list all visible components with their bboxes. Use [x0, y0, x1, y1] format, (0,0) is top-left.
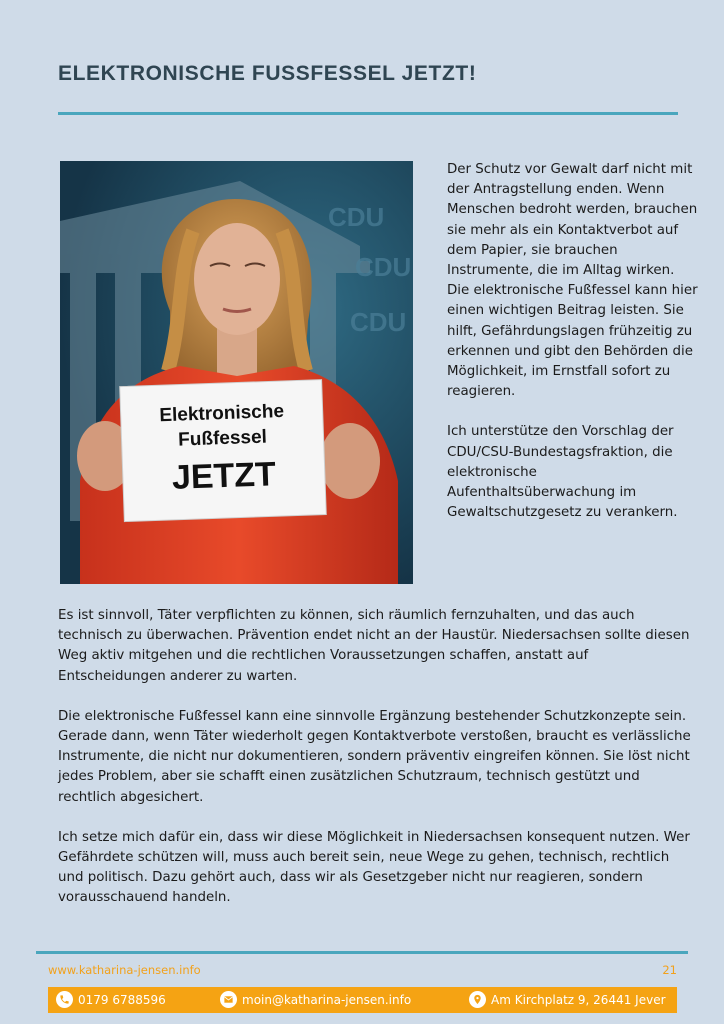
website-link[interactable]: www.katharina-jensen.info [48, 963, 201, 977]
contact-address[interactable] [469, 991, 666, 1008]
title-divider [58, 112, 678, 115]
mail-icon [220, 991, 237, 1008]
side-column-text [447, 160, 699, 543]
side-paragraph-1: Der Schutz vor Gewalt darf nicht mit der Antragstellung enden. Wenn Menschen bedroht werden, brauchen sie mehr als ein Kontaktverbot auf dem Papier, sie brauchen Instrumente, die im Alltag wirken. Die elektronische Fußfessel kann hier einen wichtigen Beitrag leisten. Sie hilft, Gefährdungslagen frühzeitig zu erkennen und gibt den Behörden die Möglichkeit, im Ernstfall sofort zu reagieren. [447, 162, 698, 400]
email-address: moin@katharina-jensen.info [242, 992, 412, 1007]
footer-divider [36, 951, 688, 954]
postal-address: Am Kirchplatz 9, 26441 Jever [491, 992, 666, 1007]
contact-phone[interactable] [56, 991, 166, 1008]
main-body-text [58, 606, 698, 929]
sign-line-1: Elektronische [159, 400, 285, 427]
background-text-2: CDU [355, 252, 412, 282]
page-number: 21 [662, 963, 677, 977]
body-paragraph-2: Die elektronische Fußfessel kann eine sinnvolle Ergänzung bestehender Schutzkonzepte sein. Gerade dann, wenn Täter wiederholt gegen Kontaktverbote verstoßen, braucht es verlässliche Instrumente, die nicht nur dokumentieren, sondern präventiv eingreifen können. Sie löst nicht jedes Problem, aber sie schafft einen zusätzlichen Schutzraum, technisch gestützt und rechtlich abgesichert. [58, 708, 691, 805]
background-text-3: CDU [350, 307, 407, 337]
sign-line-3: JETZT [171, 455, 277, 497]
side-paragraph-2: Ich unterstütze den Vorschlag der CDU/CSU-Bundestagsfraktion, die elektronische Aufenthaltsüberwachung im Gewaltschutzgesetz zu verankern. [447, 424, 678, 521]
sign-line-2: Fußfessel [177, 426, 268, 451]
phone-icon [56, 991, 73, 1008]
background-text-1: CDU [328, 202, 385, 232]
contact-bar [48, 987, 677, 1013]
portrait-photo [60, 161, 413, 584]
page-title: ELEKTRONISCHE FUSSFESSEL JETZT! [58, 62, 477, 85]
body-paragraph-3: Ich setze mich dafür ein, dass wir diese Möglichkeit in Niedersachsen konsequent nutzen. Wer Gefährdete schützen will, muss auch bereit sein, neue Wege zu gehen, technisch, rechtlich und politisch. Dazu gehört auch, dass wir als Gesetzgeber nicht nur reagieren, sondern vorausschauend handeln. [58, 829, 690, 906]
location-pin-icon [469, 991, 486, 1008]
phone-number: 0179 6788596 [78, 992, 166, 1007]
body-paragraph-1: Es ist sinnvoll, Täter verpflichten zu können, sich räumlich fernzuhalten, und das auch technisch zu überwachen. Prävention endet nicht an der Haustür. Niedersachsen sollte diesen Weg aktiv mitgehen und die rechtlichen Voraussetzungen schaffen, anstatt auf Entscheidungen anderer zu warten. [58, 608, 690, 684]
contact-email[interactable] [220, 991, 411, 1008]
